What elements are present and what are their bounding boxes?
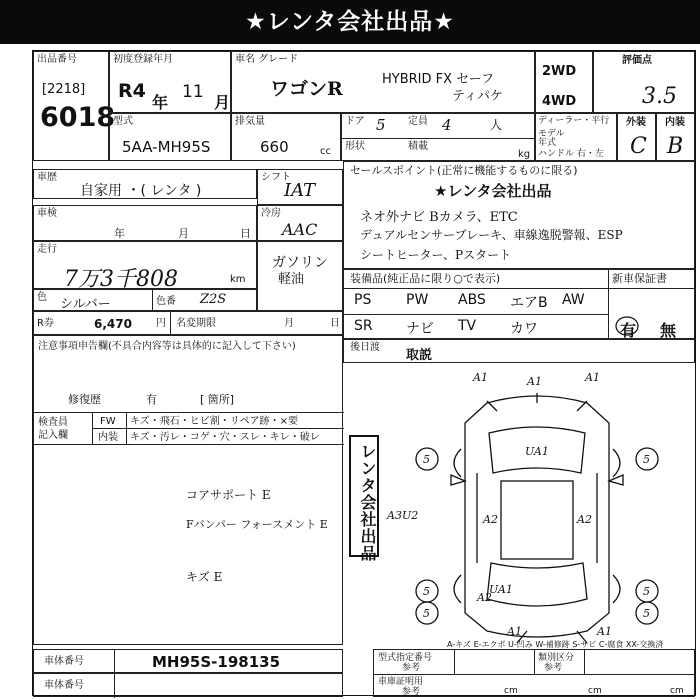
- class-ref: 参考: [544, 663, 563, 673]
- cert-ref: 参考: [402, 687, 421, 697]
- damage-mark: A2: [483, 513, 498, 526]
- sales-box: [343, 161, 695, 269]
- type-box: [109, 113, 231, 161]
- handwritten-note-3: キズ E: [186, 570, 223, 584]
- color-no-label: 色番: [156, 296, 176, 307]
- displacement-value: 660: [260, 138, 289, 156]
- damage-mark: 5: [423, 585, 430, 598]
- model-box: [231, 51, 535, 113]
- drive-2wd: 2WD: [542, 64, 577, 79]
- model-name: ワゴンR: [270, 78, 343, 100]
- notes-box: [33, 335, 343, 645]
- fw-label: FW: [100, 416, 116, 427]
- exterior-label: 外装: [626, 117, 646, 128]
- lot-label: 出品番号: [37, 54, 77, 65]
- cert-unit-3: cm: [670, 686, 684, 696]
- inspector-label: 検査員: [38, 417, 68, 428]
- exterior-value: C: [630, 134, 647, 159]
- rear-seat-label: 後日渡: [350, 342, 380, 353]
- sales-line2: デュアルセンサーブレーキ、車線逸脱警報、ESP: [360, 228, 623, 242]
- equipment-item: AW: [562, 292, 585, 308]
- interior-grade-box: [656, 113, 695, 161]
- shape-label: 形状: [345, 141, 365, 152]
- color-value: シルバー: [60, 297, 111, 312]
- inspection-year: 年: [114, 227, 125, 240]
- capacity-label: 定員: [408, 116, 428, 127]
- recycle-unit: 円: [156, 318, 166, 329]
- sales-title: ★レンタ会社出品: [434, 182, 552, 200]
- damage-mark: A3U2: [387, 509, 419, 522]
- dealer-box: [535, 113, 617, 161]
- chassis-label: 車体番号: [44, 656, 84, 667]
- inspection-month: 月: [178, 227, 189, 240]
- auction-sheet: [32, 50, 696, 696]
- fuel-alt: 軽油: [278, 272, 305, 287]
- usage-box: [33, 169, 257, 199]
- mileage-label: 走行: [37, 244, 57, 255]
- rental-stamp-text: レンタ会社出品: [358, 443, 377, 562]
- displacement-box: [231, 113, 341, 161]
- score-box: [593, 51, 695, 113]
- drive-box: [535, 51, 593, 113]
- body-box: [341, 113, 535, 161]
- equipment-box: [343, 269, 695, 339]
- lot-box: [33, 51, 116, 161]
- equipment-item: ナビ: [406, 321, 434, 337]
- delivery-box: [343, 339, 695, 363]
- interior-grade-label: 内装: [665, 117, 685, 128]
- damage-mark: A1: [585, 371, 600, 384]
- shift-label: シフト: [261, 172, 291, 183]
- damage-mark: 5: [423, 607, 430, 620]
- chassis-label-2: 車体番号: [44, 680, 84, 691]
- cert-label: 車庫証明用: [378, 677, 424, 687]
- model-label: 車名 グレード: [235, 54, 299, 65]
- first-reg-label: 初度登録年月: [113, 54, 173, 65]
- mileage-value: 7万3千808: [64, 267, 178, 292]
- equipment-item: PW: [406, 292, 429, 308]
- damage-mark: A1: [527, 375, 542, 388]
- diagram-legend: A-キズ E-エクボ U-凹み W-補修跡 S-サビ C-腐食 XX-交換済: [447, 640, 664, 649]
- fuel-box: [257, 241, 343, 311]
- equipment-heading: 装備品(純正品に限り○で表示): [350, 272, 501, 285]
- mileage-unit: km: [230, 274, 246, 285]
- entry-label: 記入欄: [38, 430, 68, 441]
- rental-stamp: [349, 435, 379, 562]
- name-change-label: 名変期限: [176, 318, 216, 329]
- registration-box: [373, 649, 695, 697]
- model-year-label: モデル 年式: [538, 129, 565, 148]
- exterior-box: [617, 113, 656, 161]
- damage-mark: 5: [643, 453, 650, 466]
- chassis-box-2: [33, 673, 343, 697]
- drive-4wd: 4WD: [542, 94, 577, 109]
- capacity-value: 4: [442, 116, 452, 134]
- doors-value: 5: [376, 116, 386, 134]
- shift-value: IAT: [284, 180, 316, 201]
- color-no-value: Z2S: [200, 292, 227, 307]
- fw-text: キズ・飛石・ヒビ割・リペア跡・×要: [130, 416, 298, 427]
- lot-number: 6018: [40, 102, 116, 133]
- first-reg-month: 11: [182, 82, 204, 102]
- handwritten-note-1: コアサポート E: [186, 488, 271, 502]
- dealer-label: ディーラー・平行: [538, 116, 610, 126]
- warranty-yes: 有: [620, 321, 637, 340]
- cert-unit-2: cm: [588, 686, 602, 696]
- grade-line2: ティパケ: [452, 89, 503, 104]
- chassis-value: MH95S-198135: [152, 653, 281, 671]
- color-box: [33, 289, 257, 311]
- name-change-month: 月: [284, 318, 294, 329]
- fuel-value: ガソリン: [272, 255, 328, 271]
- equipment-item: SR: [354, 318, 373, 334]
- recycle-label: R券: [37, 318, 54, 329]
- type-value: 5AA-MH95S: [122, 138, 211, 156]
- capacity-unit: 人: [490, 118, 503, 132]
- equipment-item: ABS: [458, 292, 486, 308]
- interior-note-label: 内装: [98, 432, 118, 443]
- grade: HYBRID FX セーフ: [382, 72, 494, 87]
- damage-mark: A1: [473, 371, 488, 384]
- interior-grade-value: B: [667, 134, 684, 159]
- doors-label: ドア: [345, 116, 365, 127]
- ac-value: AAC: [282, 220, 318, 239]
- color-label: 色: [37, 292, 47, 303]
- score-value: 3.5: [642, 84, 677, 109]
- displacement-unit: cc: [320, 146, 331, 157]
- damage-mark: 5: [423, 453, 430, 466]
- equipment-item: PS: [354, 292, 372, 308]
- cargo-label: 積載: [408, 141, 428, 152]
- notes-heading: 注意事項申告欄(不具合内容等は具体的に記入して下さい): [38, 341, 296, 352]
- equipment-item: TV: [458, 318, 477, 334]
- serial-ref: 参考: [402, 663, 421, 673]
- score-label: 評価点: [622, 55, 652, 66]
- name-change-day: 日: [330, 318, 340, 329]
- serial-label: 型式指定番号: [378, 653, 433, 663]
- warranty-no: 無: [660, 321, 677, 340]
- damage-mark: A1: [507, 625, 522, 638]
- type-label: 型式: [113, 116, 133, 127]
- recycle-box: [33, 311, 343, 335]
- shift-box: [257, 169, 343, 205]
- handwritten-note-2: Fバンパー フォースメント E: [186, 518, 328, 531]
- inspection-box: [33, 205, 257, 241]
- ac-label: 冷房: [261, 208, 281, 219]
- equipment-item: エアB: [510, 295, 548, 311]
- damage-mark: A2: [577, 513, 592, 526]
- inspection-label: 車検: [37, 208, 57, 219]
- damage-mark: 5: [643, 585, 650, 598]
- car-damage-diagram: [377, 363, 695, 653]
- first-reg-month-unit: 月: [214, 93, 231, 112]
- damage-mark: UA1: [489, 583, 513, 596]
- first-reg-box: [109, 51, 231, 113]
- recycle-value: 6,470: [94, 317, 132, 331]
- cargo-unit: kg: [518, 149, 531, 160]
- repair-value: 有: [146, 393, 157, 406]
- manual-label: 取説: [406, 348, 433, 363]
- ac-box: [257, 205, 343, 241]
- damage-mark: A1: [597, 625, 612, 638]
- class-label: 類別区分: [538, 653, 575, 663]
- warranty-label: 新車保証書: [612, 272, 667, 285]
- warranty-circle: [614, 314, 644, 338]
- interior-note-text: キズ・汚レ・コゲ・穴・スレ・キレ・破レ: [130, 432, 320, 443]
- sales-line3: シートヒーター、Pスタート: [360, 248, 512, 262]
- first-reg-year-unit: 年: [152, 93, 169, 112]
- displacement-label: 排気量: [235, 116, 265, 127]
- sales-line1: ネオ外ナビ Bカメラ、ETC: [360, 210, 518, 225]
- repair-count: [ 箇所]: [200, 393, 235, 406]
- sales-heading: セールスポイント(正常に機能するものに限る): [350, 164, 578, 177]
- usage-value: 自家用 ・( レンタ ): [80, 183, 202, 199]
- first-reg-era: R4: [118, 80, 146, 102]
- mileage-box: [33, 241, 257, 292]
- usage-label: 車歴: [37, 172, 57, 183]
- cert-unit-1: cm: [504, 686, 518, 696]
- damage-mark: A2: [477, 591, 492, 604]
- damage-mark: UA1: [525, 445, 549, 458]
- lot-prefix: [2218]: [42, 82, 86, 97]
- inspection-day: 日: [240, 227, 251, 240]
- damage-mark: 5: [643, 607, 650, 620]
- handle-label: ハンドル 右・左: [538, 149, 604, 159]
- banner-title: ★レンタ会社出品★: [0, 0, 700, 44]
- chassis-box: [33, 649, 343, 673]
- equipment-item: カワ: [510, 321, 538, 337]
- repair-label: 修復歴: [68, 393, 101, 406]
